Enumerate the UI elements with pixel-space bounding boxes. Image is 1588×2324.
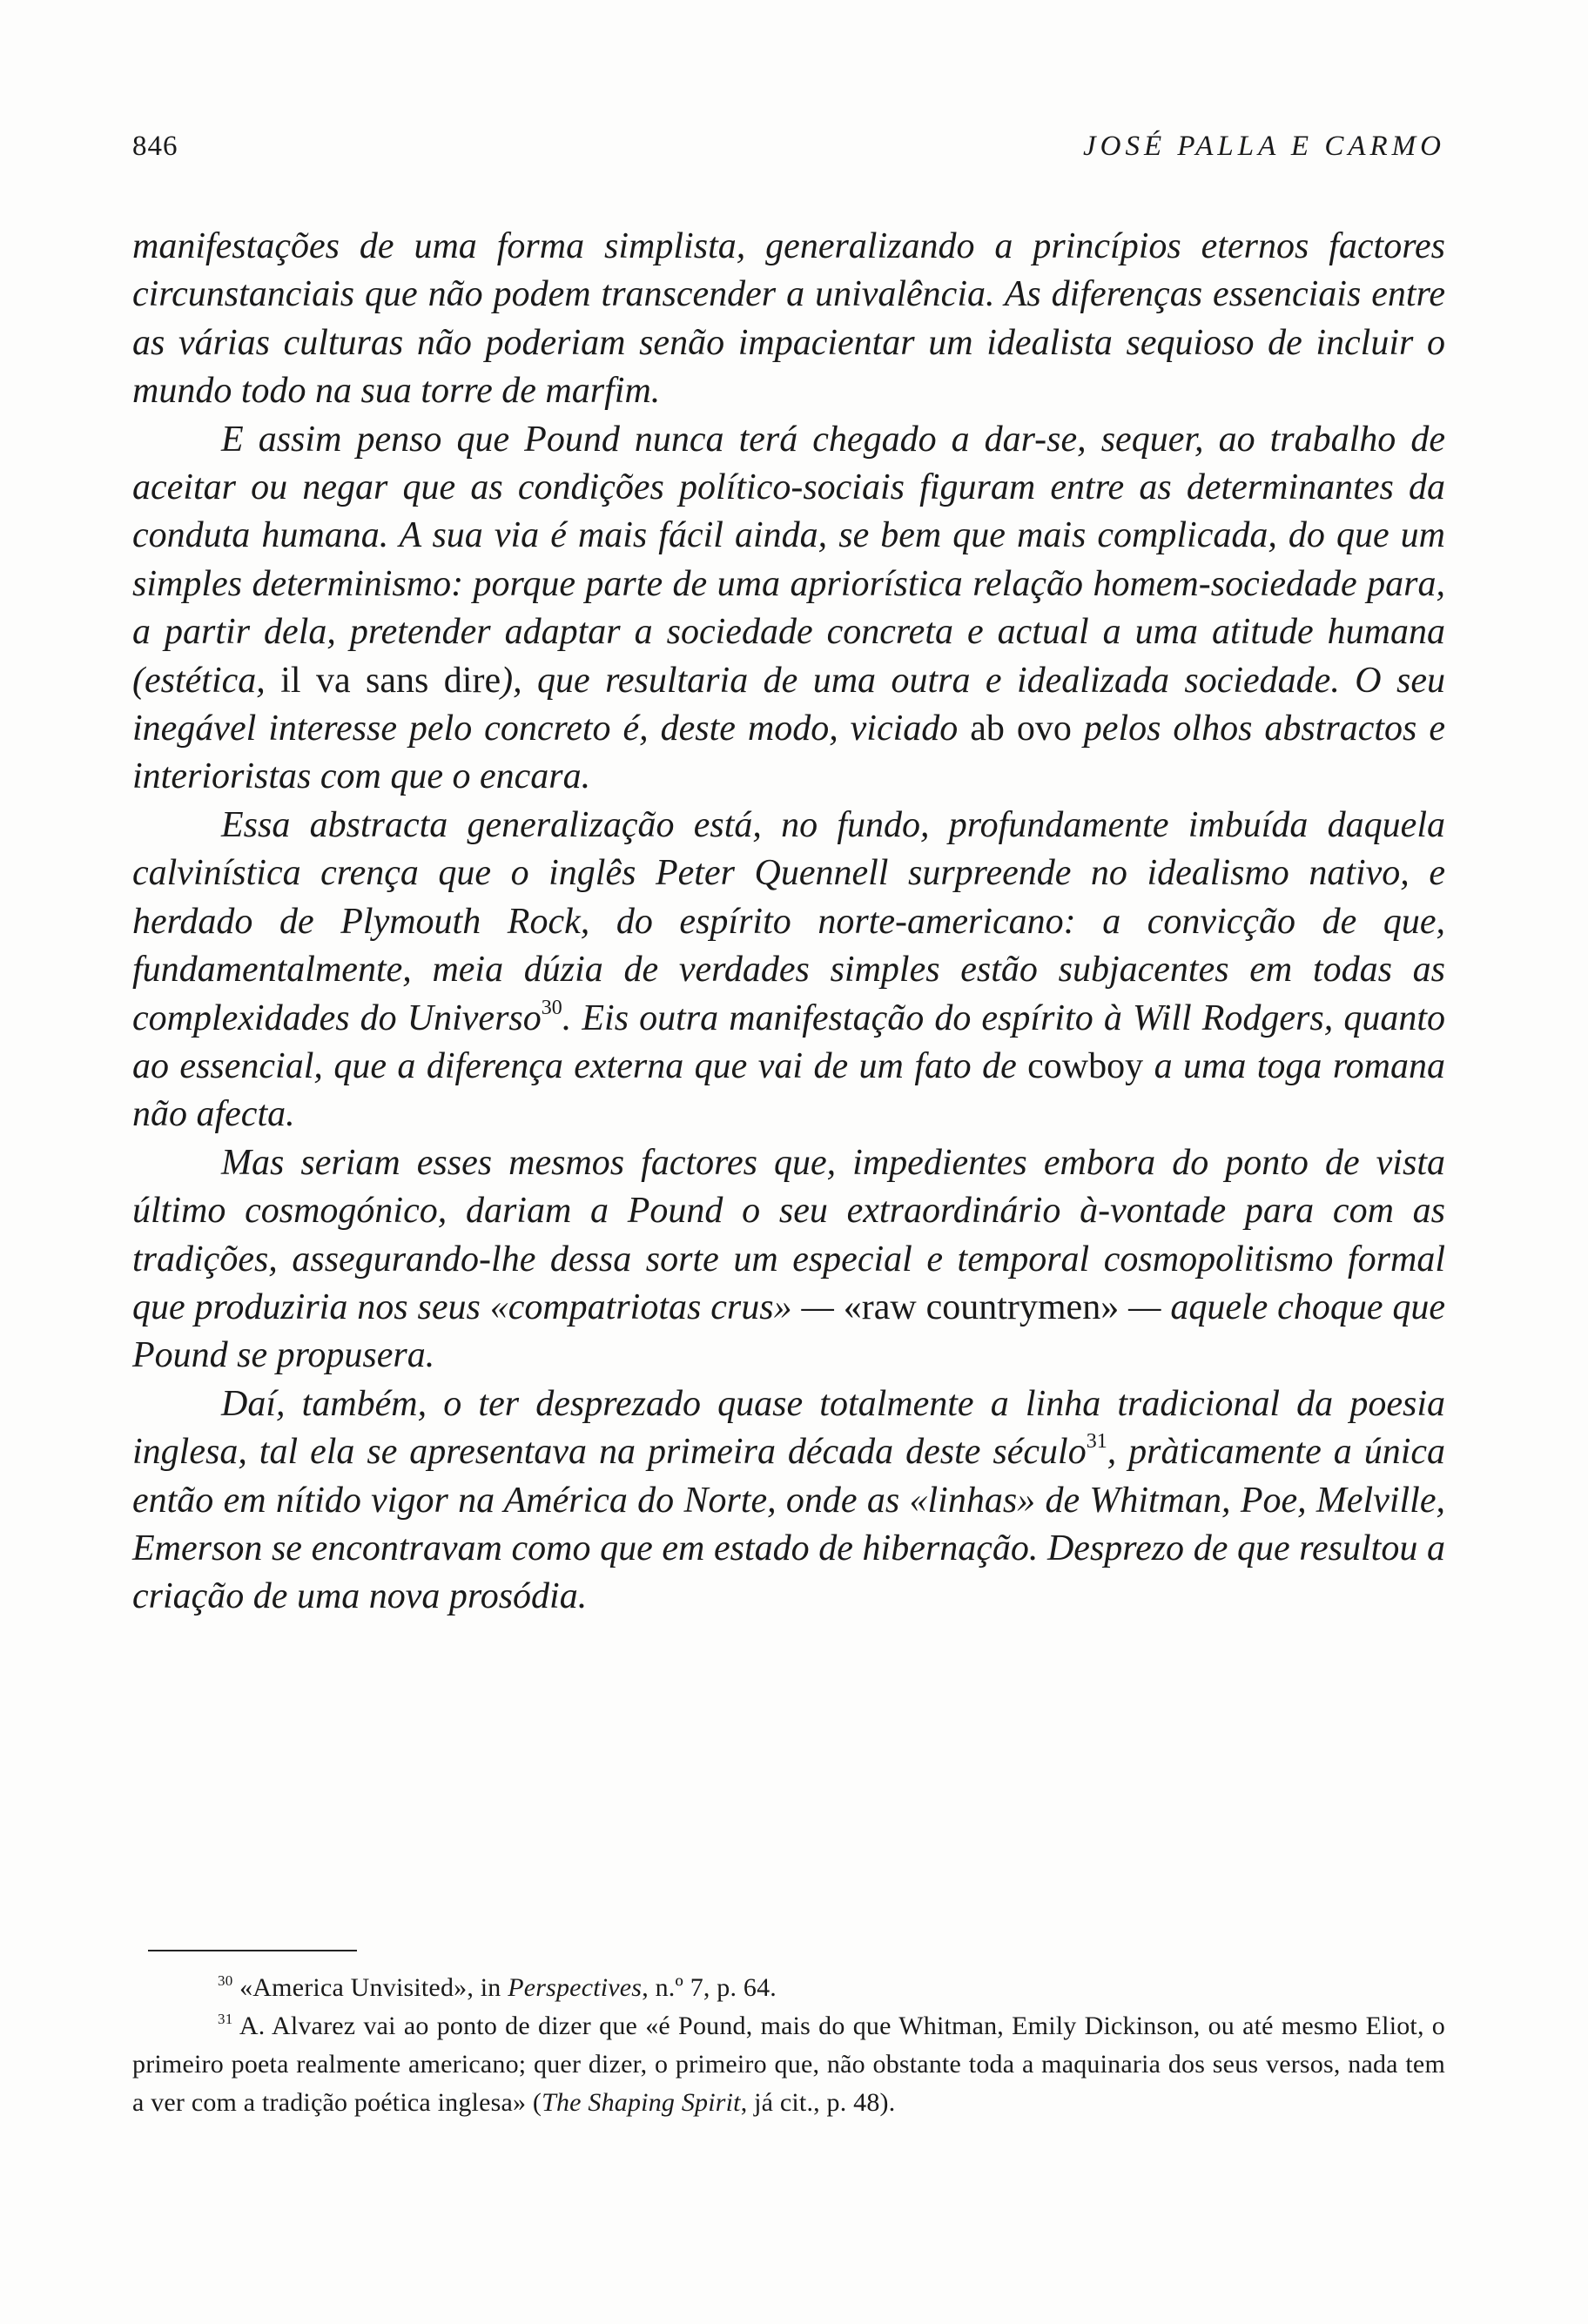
footnote-ref-31: 31: [1086, 1430, 1107, 1454]
paragraph-4-roman-phrase: «raw countrymen»: [843, 1286, 1120, 1327]
footnote-30-title: Perspectives: [508, 1973, 643, 2002]
paragraph-3-text-a: Essa abstracta generalização está, no fundo, profundamente imbuída daquela calvinística crença que o inglês Peter Quennell surpreende no idealismo nativo, e herdado de Plymouth Rock, do espírito norte-americano: a convicção de que, fundamentalmente, meia dúzia de verdades simples estão subjacentes em todas as complexidades do Universo: [132, 804, 1445, 1038]
footnote-31-text-b: , já cit., p. 48).: [740, 2088, 896, 2117]
paragraph-4-text-a: Mas seriam esses mesmos factores que, impedientes embora do ponto de vista último cosmogónico, dariam a Pound o seu extraordinário à-vontade para com as tradições, assegurando-lhe dessa sorte um especial e temporal cosmopolitismo formal que produziria nos seus «compatriotas crus» —: [132, 1142, 1445, 1327]
running-head-author: JOSÉ PALLA E CARMO: [1082, 131, 1445, 162]
paragraph-4-text-b: — aquele choque que Pound se propusera.: [132, 1286, 1445, 1376]
footnote-31-text-a: A. Alvarez vai ao ponto de dizer que «é Pound, mais do que Whitman, Emily Dickinson, ou até mesmo Eliot, o primeiro poeta realmente americano; quer dizer, o primeiro que, não obstante toda a maquinaria dos seus versos, nada tem a ver com a tradição poética inglesa» (: [132, 2012, 1446, 2117]
paragraph-2-text-b: ), que resultaria de uma outra e idealizada sociedade. O seu inegável interesse pelo concreto é, deste modo, viciado: [132, 660, 1445, 749]
paragraph-5-text-b: , pràticamente a única então em nítido vigor na América do Norte, onde as «linhas» de Whitman, Poe, Melville, Emerson se encontravam como que em estado de hibernação. Desprezo de que resultou a criação de uma nova prosódia.: [132, 1432, 1446, 1617]
footnote-ref-30: 30: [541, 996, 562, 1019]
footnote-30-number: 30: [218, 1972, 233, 1989]
paragraph-3-text-b: . Eis outra manifestação do espírito à Will Rodgers, quanto ao essencial, que a diferença externa que vai de um fato de: [132, 997, 1445, 1086]
paragraph-2-text-a: E assim penso que Pound nunca terá chegado a dar-se, sequer, ao trabalho de aceitar ou negar que as condições político-sociais figuram entre as determinantes da conduta humana. A sua via é mais fácil ainda, se bem que mais complicada, do que um simples determinismo: porque parte de uma apriorística relação homem-sociedade para, a partir dela, pretender adaptar a sociedade concreta e actual a uma atitude humana (estética,: [132, 419, 1445, 701]
paragraph-2-latin-phrase: ab ovo: [970, 709, 1072, 749]
paragraph-2: [132, 416, 1445, 802]
footnote-30-text-b: , n.º 7, p. 64.: [642, 1973, 777, 2002]
page-number: 846: [132, 131, 178, 162]
paragraph-2-text-c: pelos olhos abstractos e interioristas com que o encara.: [132, 709, 1445, 797]
paragraph-4: [132, 1139, 1445, 1380]
paragraph-2-roman-phrase: il va sans dire: [280, 660, 501, 701]
footnotes: [132, 1969, 1445, 2122]
paragraph-3: [132, 802, 1445, 1139]
footnote-31: [132, 2007, 1445, 2122]
paragraph-5: [132, 1380, 1445, 1622]
page-header: [132, 131, 1445, 174]
paragraph-1-text: manifestações de uma forma simplista, generalizando a princípios eternos factores circunstanciais que não podem transcender a univalência. As diferenças essenciais entre as várias culturas não poderiam senão impacientar um idealista sequioso de incluir o mundo todo na sua torre de marfim.: [132, 226, 1445, 412]
footnote-31-title: The Shaping Spirit: [542, 2088, 741, 2117]
paragraph-3-roman-word: cowboy: [1027, 1045, 1144, 1086]
footnote-30: [132, 1969, 1445, 2007]
paragraph-3-text-c: a uma toga romana não afecta.: [132, 1045, 1445, 1135]
footnote-separator-rule: [148, 1950, 357, 1951]
paragraph-1: [132, 223, 1445, 416]
main-text: [132, 223, 1445, 1622]
paragraph-5-text-a: Daí, também, o ter desprezado quase totalmente a linha tradicional da poesia inglesa, tal ela se apresentava na primeira década deste século: [132, 1383, 1445, 1473]
footnote-30-text-a: «America Unvisited», in: [239, 1973, 508, 2002]
footnote-31-number: 31: [218, 2011, 233, 2027]
